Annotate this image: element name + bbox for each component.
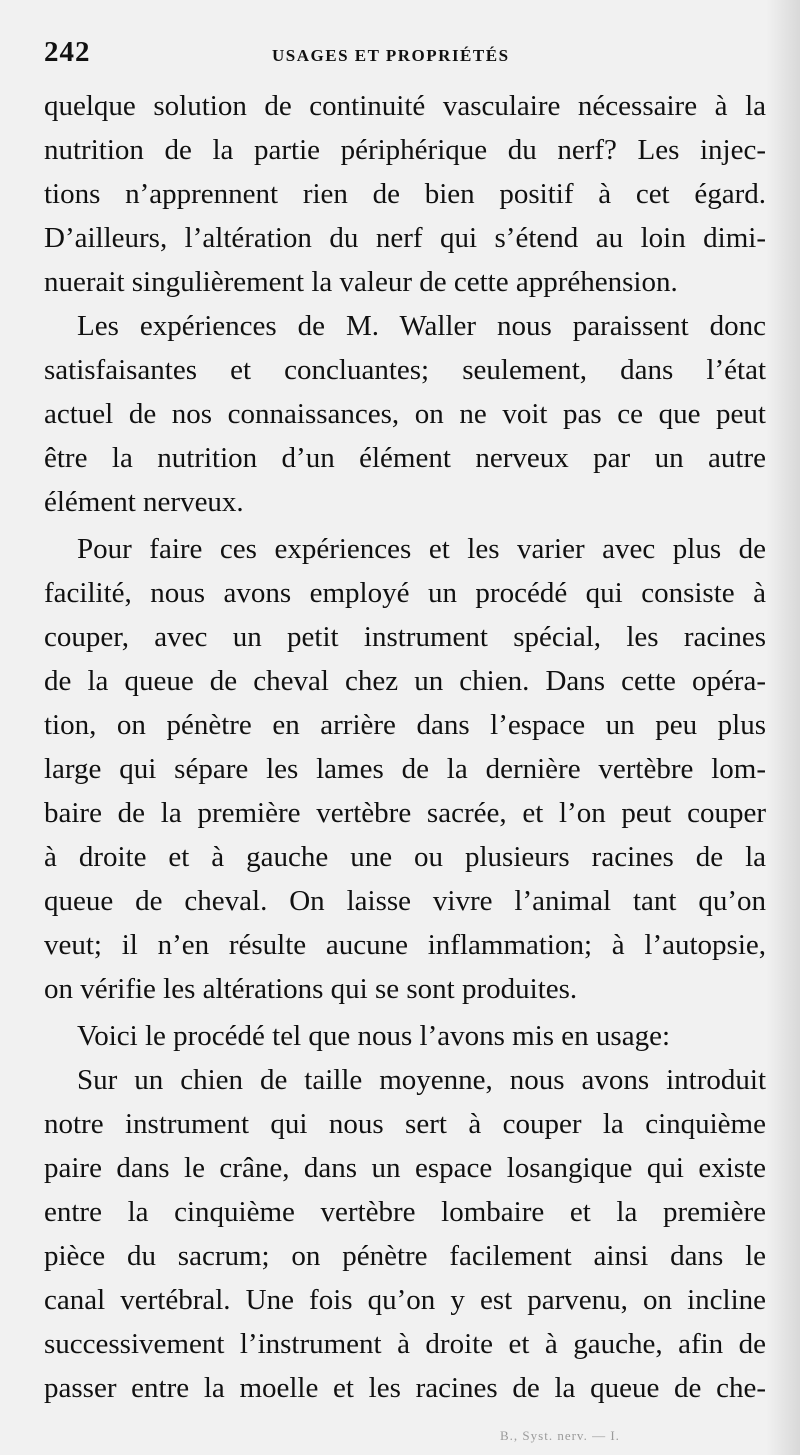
text-line: à droite et à gauche une ou plusieurs racines de la (44, 841, 766, 873)
text-line: D’ailleurs, l’altération du nerf qui s’étend au loin dimi- (44, 222, 766, 254)
text-line: élément nerveux. (44, 486, 244, 518)
text-line: tions n’apprennent rien de bien positif à cet égard. (44, 178, 766, 210)
text-line: nutrition de la partie périphérique du nerf? Les injec- (44, 134, 766, 166)
text-line: de la queue de cheval chez un chien. Dans cette opéra- (44, 665, 766, 697)
text-line: on vérifie les altérations qui se sont produites. (44, 973, 578, 1005)
text-line: pièce du sacrum; on pénètre facilement ainsi dans le (44, 1240, 766, 1272)
signature-mark: B., Syst. nerv. — I. (500, 1428, 620, 1443)
text-line: queue de cheval. On laisse vivre l’animal tant qu’on (44, 885, 766, 917)
text-line: successivement l’instrument à droite et à gauche, afin de (44, 1328, 766, 1360)
text-line: notre instrument qui nous sert à couper la cinquième (44, 1108, 766, 1140)
running-head: USAGES ET PROPRIÉTÉS (272, 46, 510, 65)
text-line: entre la cinquième vertèbre lombaire et la première (44, 1196, 766, 1228)
text-line: tion, on pénètre en arrière dans l’espace un peu plus (44, 709, 766, 741)
text-line: canal vertébral. Une fois qu’on y est parvenu, on incline (44, 1284, 766, 1316)
text-line: Sur un chien de taille moyenne, nous avons introduit (77, 1064, 766, 1096)
text-line: baire de la première vertèbre sacrée, et l’on peut couper (44, 797, 766, 829)
body-text (44, 84, 766, 1410)
text-line: facilité, nous avons employé un procédé qui consiste à (44, 577, 766, 609)
text-line: être la nutrition d’un élément nerveux par un autre (44, 442, 766, 474)
text-line: satisfaisantes et concluantes; seulement, dans l’état (44, 354, 766, 386)
text-line: quelque solution de continuité vasculaire nécessaire à la (44, 90, 766, 122)
text-line: Pour faire ces expériences et les varier avec plus de (77, 533, 766, 565)
text-line: passer entre la moelle et les racines de la queue de che- (44, 1372, 766, 1404)
text-line: nuerait singulièrement la valeur de cette appréhension. (44, 266, 678, 298)
text-line: veut; il n’en résulte aucune inflammation; à l’autopsie, (44, 929, 766, 961)
text-line: actuel de nos connaissances, on ne voit pas ce que peut (44, 398, 766, 430)
text-line: large qui sépare les lames de la dernière vertèbre lom- (44, 753, 766, 785)
page-edge-shadow (766, 0, 800, 1455)
text-line: couper, avec un petit instrument spécial, les racines (44, 621, 766, 653)
text-line: Voici le procédé tel que nous l’avons mis en usage: (77, 1020, 671, 1052)
text-line: Les expériences de M. Waller nous paraissent donc (77, 310, 766, 342)
page-number: 242 (44, 36, 91, 68)
text-line: paire dans le crâne, dans un espace losangique qui existe (44, 1152, 766, 1184)
